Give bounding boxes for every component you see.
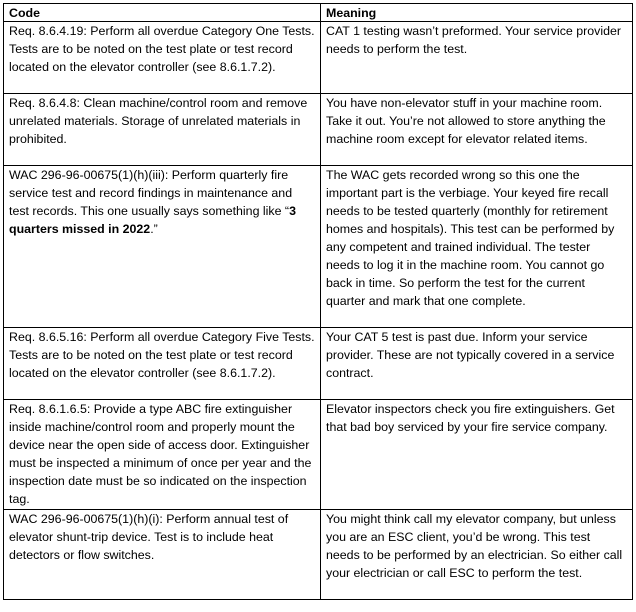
table-row: [4, 22, 633, 94]
code-cell: Req. 8.6.4.8: Clean machine/control room and remove unrelated materials. Storage of unrelated materials in prohibited.: [4, 94, 321, 166]
meaning-cell: The WAC gets recorded wrong so this one the important part is the verbiage. Your keyed fire recall needs to be tested quarterly (monthly for retirement homes and hospitals). This test can be performed by any competent and trained individual. The tester needs to log it in the machine room. You cannot go back in time. So perform the test for the current quarter and mark that one complete.: [321, 166, 633, 328]
table-row: [4, 328, 633, 400]
meaning-column-header: Meaning: [321, 4, 633, 22]
code-meaning-table: [3, 3, 633, 600]
code-cell: [4, 166, 321, 328]
table-row: [4, 510, 633, 600]
header-row: [4, 4, 633, 22]
document-page: [3, 3, 633, 600]
meaning-cell: Your CAT 5 test is past due. Inform your service provider. These are not typically covered in a service contract.: [321, 328, 633, 400]
code-column-header: Code: [4, 4, 321, 22]
table-row: [4, 400, 633, 510]
code-cell: Req. 8.6.5.16: Perform all overdue Category Five Tests. Tests are to be noted on the test plate or test record located on the elevator controller (see 8.6.1.7.2).: [4, 328, 321, 400]
code-cell: Req. 8.6.1.6.5: Provide a type ABC fire extinguisher inside machine/control room and properly mount the device near the open side of access door. Extinguisher must be inspected a minimum of once per year and the inspection date must be so indicated on the inspection tag.: [4, 400, 321, 510]
meaning-cell: You might think call my elevator company, but unless you are an ESC client, you’d be wrong. This test needs to be performed by an electrician. So either call your electrician or call ESC to perform the test.: [321, 510, 633, 600]
table-row: [4, 166, 633, 328]
meaning-cell: CAT 1 testing wasn’t preformed. Your service provider needs to perform the test.: [321, 22, 633, 94]
meaning-cell: Elevator inspectors check you fire extinguishers. Get that bad boy serviced by your fire service company.: [321, 400, 633, 510]
code-cell: WAC 296-96-00675(1)(h)(i): Perform annual test of elevator shunt-trip device. Test is to include heat detectors or flow switches.: [4, 510, 321, 600]
code-text: WAC 296-96-00675(1)(h)(iii): Perform quarterly fire service test and record findings in maintenance and test records. This one usually says something like “: [9, 168, 293, 218]
code-emphasis: 3 quarters missed in 2022: [9, 204, 296, 236]
meaning-cell: You have non-elevator stuff in your machine room. Take it out. You’re not allowed to store anything the machine room except for elevator related items.: [321, 94, 633, 166]
table-row: [4, 94, 633, 166]
code-cell: Req. 8.6.4.19: Perform all overdue Category One Tests. Tests are to be noted on the test plate or test record located on the elevator controller (see 8.6.1.7.2).: [4, 22, 321, 94]
code-text-end: .”: [150, 222, 158, 236]
